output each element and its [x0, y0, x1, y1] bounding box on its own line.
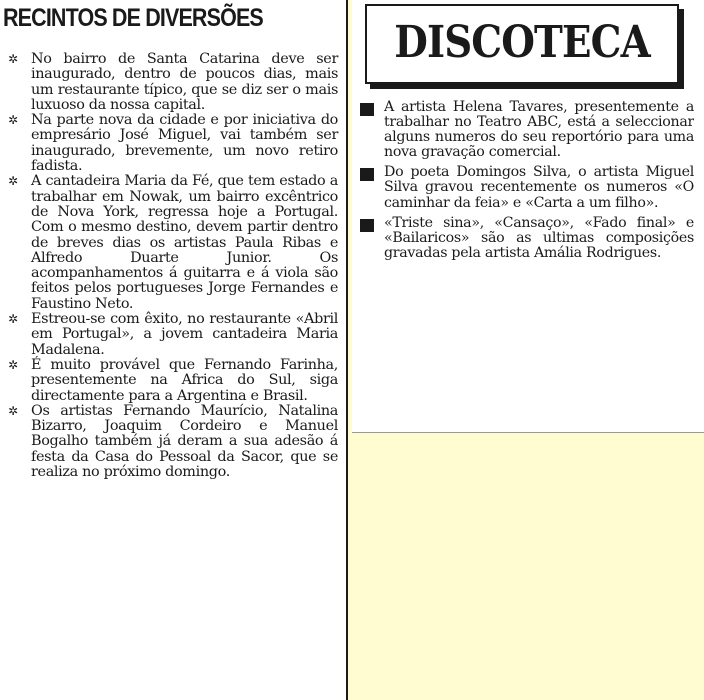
list-item — [6, 358, 338, 404]
bullet-icon: ✲ — [8, 174, 18, 189]
square-bullet-icon — [360, 168, 374, 181]
list-item — [358, 165, 694, 210]
item-text: É muito provável que Fernando Farinha, presentemente na Africa do Sul, siga directamente para a Argentina e Brasil. — [31, 356, 338, 404]
recintos-list — [6, 52, 338, 480]
discoteca-title-box — [365, 4, 679, 84]
list-item — [358, 216, 694, 261]
bullet-icon: ✲ — [8, 113, 18, 128]
bullet-icon: ✲ — [8, 52, 18, 66]
list-item — [358, 100, 694, 160]
list-item — [6, 113, 338, 174]
column-divider — [346, 0, 348, 700]
item-text: Na parte nova da cidade e por iniciativa do empresário José Miguel, vai também ser inaugurado, brevemente, um novo retiro fadista. — [31, 112, 338, 175]
discoteca-title: DISCOTECA — [394, 17, 650, 68]
item-text: Do poeta Domingos Silva, o artista Miguel Silva gravou recentemente os numeros «O caminhar da feia» e «Carta a um filho». — [384, 164, 694, 211]
item-text: A cantadeira Maria da Fé, que tem estado a trabalhar em Nowak, um bairro excêntrico de Nova York, regressa hoje a Portugal. Com o mesmo destino, devem partir dentro de breves dias os artistas Paula Ribas e Alfredo Duarte Junior. Os acompanhamentos á guitarra e á viola são feitos pelos portugueses Jorge Fernandes e Faustino Neto. — [31, 173, 338, 312]
item-text: No bairro de Santa Catarina deve ser inaugurado, dentro de poucos dias, mais um restaurante típico, que se diz ser o mais luxuoso da nossa capital. — [31, 51, 338, 113]
square-bullet-icon — [360, 219, 374, 232]
item-text: Estreou-se com êxito, no restaurante «Abril em Portugal», a jovem cantadeira Maria Madalena. — [31, 311, 338, 358]
list-item — [6, 312, 338, 358]
item-text: Os artistas Fernando Maurício, Natalina Bizarro, Joaquim Cordeiro e Manuel Bogalho também já deram a sua adesão á festa da Casa do Pessoal da Sacor, que se realiza no próximo domingo. — [31, 402, 338, 481]
list-item — [6, 404, 338, 480]
bullet-icon: ✲ — [8, 357, 18, 372]
list-item — [6, 174, 338, 312]
square-bullet-icon — [360, 103, 374, 116]
bullet-icon: ✲ — [8, 403, 18, 418]
list-item — [6, 52, 338, 113]
bullet-icon: ✲ — [8, 312, 18, 327]
item-text: «Triste sina», «Cansaço», «Fado final» e «Bailaricos» são as ultimas composições gravadas pela artista Amália Rodrigues. — [384, 214, 694, 261]
item-text: A artista Helena Tavares, presentemente a trabalhar no Teatro ABC, está a seleccionar alguns numeros do seu reportório para uma nova gravação comercial. — [384, 100, 694, 161]
recintos-title: RECINTOS DE DIVERSÕES — [3, 4, 263, 32]
discoteca-list — [358, 100, 694, 368]
